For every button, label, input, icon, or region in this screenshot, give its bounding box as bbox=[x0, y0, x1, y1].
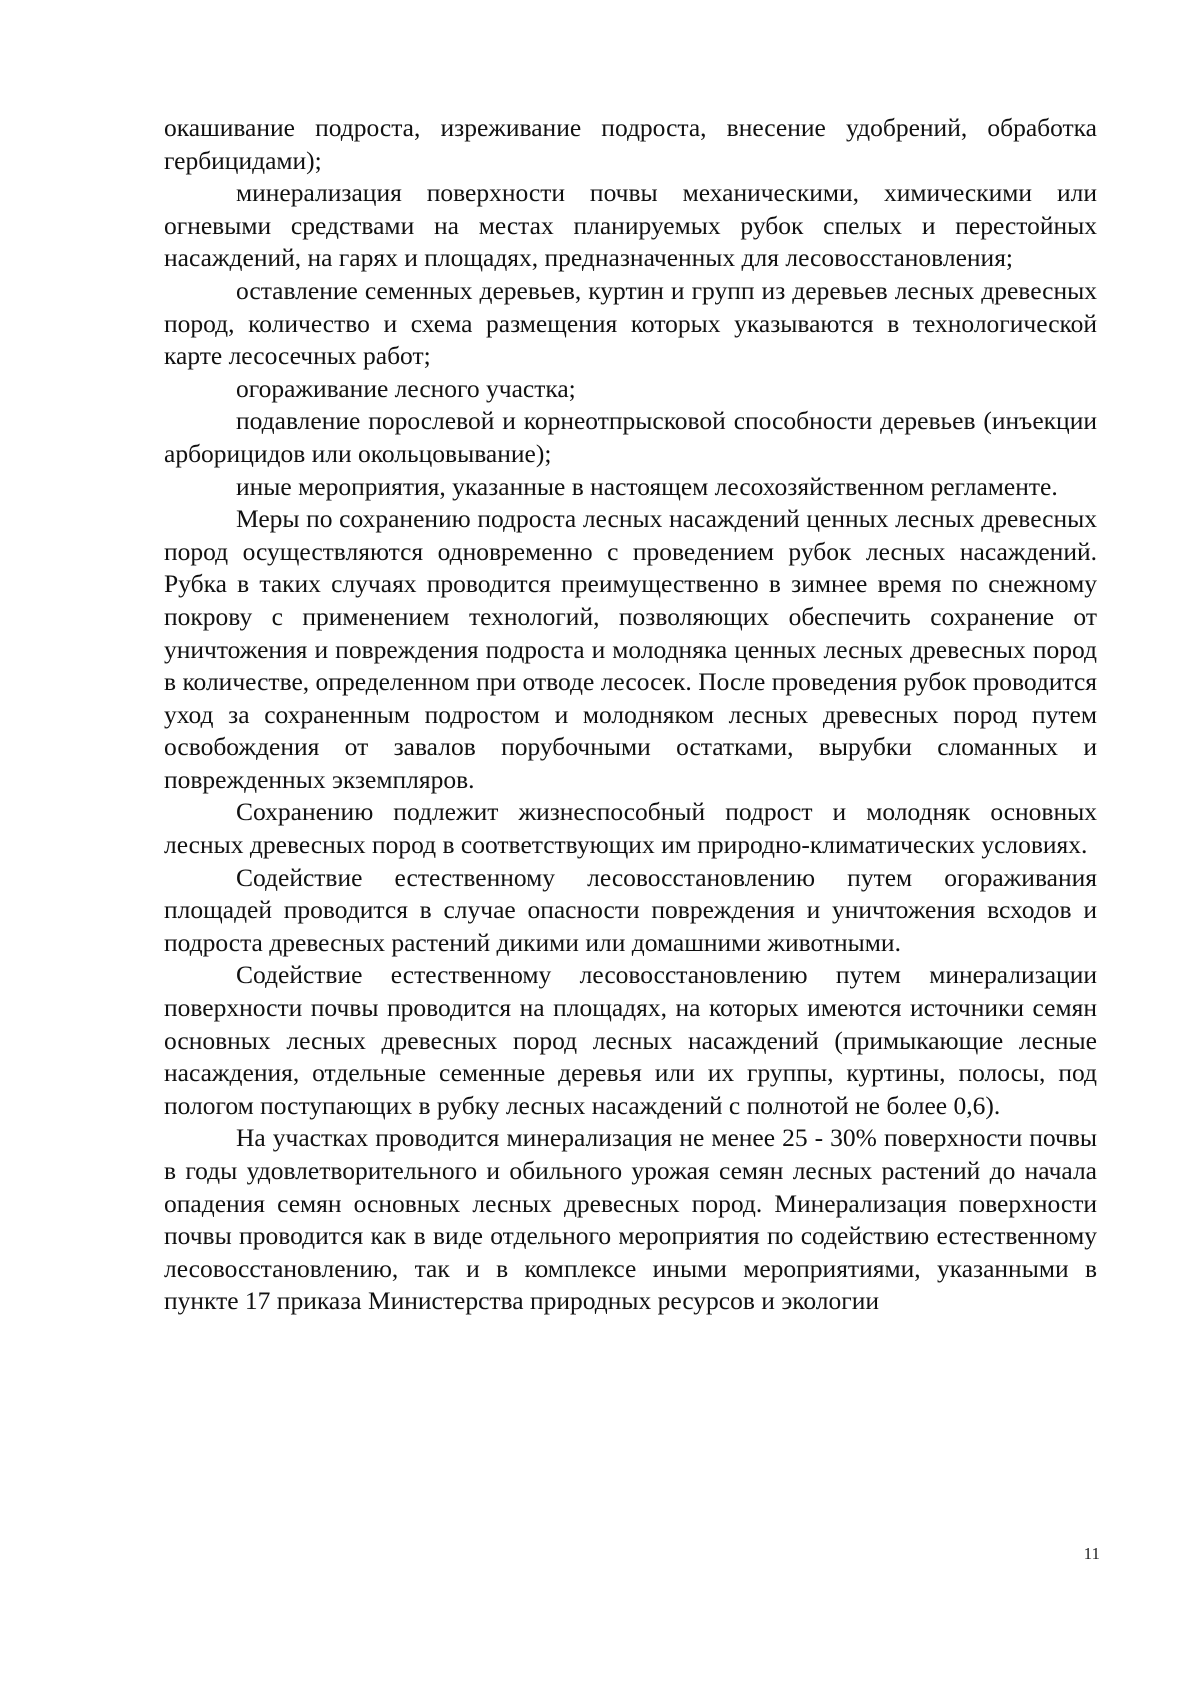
paragraph-3: оставление семенных деревьев, куртин и групп из деревьев лесных древесных пород, количество и схема размещения которых указываются в технологической карте лесосечных работ; bbox=[164, 275, 1097, 371]
paragraph-7: Меры по сохранению подроста лесных насаждений ценных лесных древесных пород осуществляются одновременно с проведением рубок лесных насаждений. Рубка в таких случаях проводится преимущественно в зимнее время по снежному покрову с применением технологий, позволяющих обеспечить сохранение от уничтожения и повреждения подроста и молодняка ценных лесных древесных пород в количестве, определенном при отводе лесосек. После проведения рубок проводится уход за сохраненным подростом и молодняком лесных древесных пород путем освобождения от завалов порубочными остатками, вырубки сломанных и поврежденных экземпляров. bbox=[164, 504, 1097, 794]
paragraph-10: Содействие естественному лесовосстановлению путем минерализации поверхности почвы проводится на площадях, на которых имеются источники семян основных лесных древесных пород лесных насаждений (примыкающие лесные насаждения, отдельные семенные деревья или их группы, куртины, полосы, под пологом поступающих в рубку лесных насаждений с полнотой не более 0,6). bbox=[164, 960, 1097, 1120]
paragraph-4: огораживание лесного участка; bbox=[236, 373, 576, 403]
paragraph-6: иные мероприятия, указанные в настоящем лесохозяйственном регламенте. bbox=[236, 471, 1058, 501]
paragraph-9: Содействие естественному лесовосстановлению путем огораживания площадей проводится в случае опасности повреждения и уничтожения всходов и подроста древесных растений дикими или домашними животными. bbox=[164, 862, 1097, 957]
page-number: 11 bbox=[1083, 1544, 1100, 1563]
paragraph-11: На участках проводится минерализация не менее 25 - 30% поверхности почвы в годы удовлетворительного и обильного урожая семян лесных растений до начала опадения семян основных лесных древесных пород. Минерализация поверхности почвы проводится как в виде отдельного мероприятия по содействию естественному лесовосстановлению, так и в комплексе иными мероприятиями, указанными в пункте 17 приказа Министерства природных ресурсов и экологии bbox=[164, 1123, 1097, 1316]
body-text bbox=[164, 112, 1097, 1318]
paragraph-8: Сохранению подлежит жизнеспособный подрост и молодняк основных лесных древесных пород в соответствующих им природно-климатических условиях. bbox=[164, 797, 1097, 860]
paragraph-1: окашивание подроста, изреживание подроста, внесение удобрений, обработка гербицидами); bbox=[164, 113, 1097, 175]
paragraph-5: подавление порослевой и корнеотпрысковой способности деревьев (инъекции арборицидов или окольцовывание); bbox=[164, 406, 1097, 468]
paragraph-2: минерализация поверхности почвы механическими, химическими или огневыми средствами на местах планируемых рубок спелых и перестойных насаждений, на гарях и площадях, предназначенных для лесовосстановления; bbox=[164, 178, 1097, 273]
